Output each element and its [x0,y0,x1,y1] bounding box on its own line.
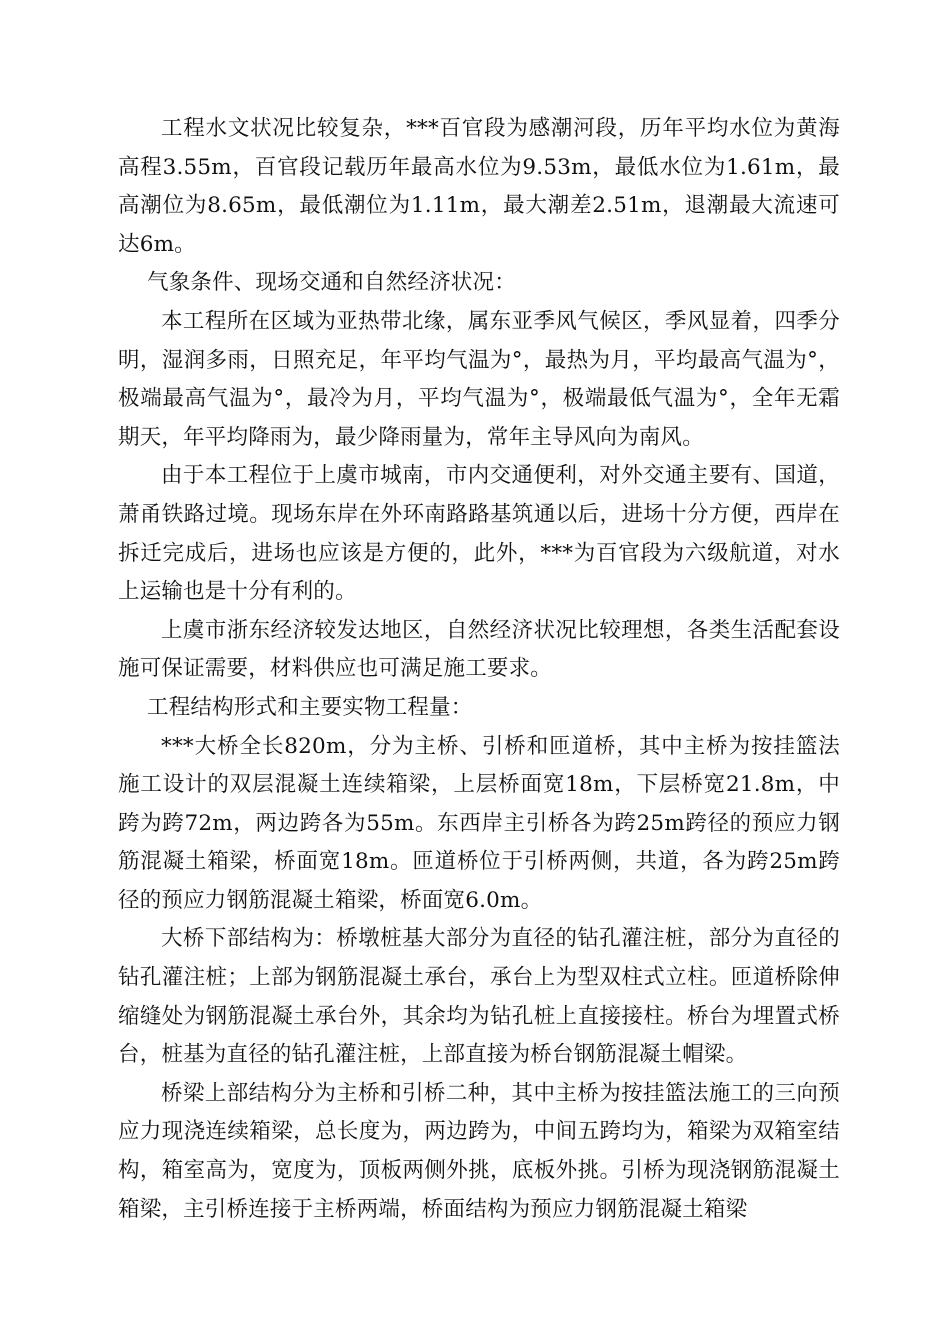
paragraph-hydrology: 工程水文状况比较复杂，***百官段为感潮河段，历年平均水位为黄海高程3.55m，百官段记载历年最高水位为9.53m，最低水位为1.61m，最高潮位为8.65m，最低潮位为1.11m，最大潮差2.51m，退潮最大流速可达6m。 [118,116,840,257]
paragraph-climate: 本工程所在区域为亚热带北缘，属东亚季风气候区，季风显着，四季分明，湿润多雨，日照充足，年平均气温为°，最热为月，平均最高气温为°，极端最高气温为°，最冷为月，平均气温为°，极端最低气温为°，全年无霜期天，年平均降雨为，最少降雨量为，常年主导风向为南风。 [118,308,840,450]
paragraph-substructure: 大桥下部结构为：桥墩桩基大部分为直径的钻孔灌注桩，部分为直径的钻孔灌注桩；上部为钢筋混凝土承台，承台上为型双柱式立柱。匝道桥除伸缩缝处为钢筋混凝土承台外，其余均为钻孔桩上直接接柱。桥台为埋置式桥台，桩基为直径的钻孔灌注桩，上部直接为桥台钢筋混凝土帽梁。 [118,926,840,1068]
paragraph-bridge-overview: ***大桥全长820m，分为主桥、引桥和匝道桥，其中主桥为按挂篮法施工设计的双层混凝土连续箱梁，上层桥面宽18m，下层桥宽21.8m，中跨为跨72m，两边跨各为55m。东西岸主引桥各为跨25m跨径的预应力钢筋混凝土箱梁，桥面宽18m。匝道桥位于引桥两侧，共道，各为跨25m跨径的预应力钢筋混凝土箱梁，桥面宽6.0m。 [118,733,840,913]
heading-climate-traffic: 气象条件、现场交通和自然经济状况： [147,270,516,296]
paragraph-traffic: 由于本工程位于上虞市城南，市内交通便利，对外交通主要有、国道，萧甬铁路过境。现场东岸在外环南路路基筑通以后，进场十分方便，西岸在拆迁完成后，进场也应该是方便的，此外，***为百官段为六级航道，对水上运输也是十分有利的。 [118,463,840,605]
paragraph-economy: 上虞市浙东经济较发达地区，自然经济状况比较理想，各类生活配套设施可保证需要，材料供应也可满足施工要求。 [118,617,840,682]
hydrology-section [118,110,840,1229]
paragraph-superstructure: 桥梁上部结构分为主桥和引桥二种，其中主桥为按挂篮法施工的三向预应力现浇连续箱梁，总长度为，两边跨为，中间五跨均为，箱梁为双箱室结构，箱室高为，宽度为，顶板两侧外挑，底板外挑。引桥为现浇钢筋混凝土箱梁，主引桥连接于主桥两端，桥面结构为预应力钢筋混凝土箱梁 [118,1080,840,1222]
heading-structure: 工程结构形式和主要实物工程量： [147,694,473,720]
